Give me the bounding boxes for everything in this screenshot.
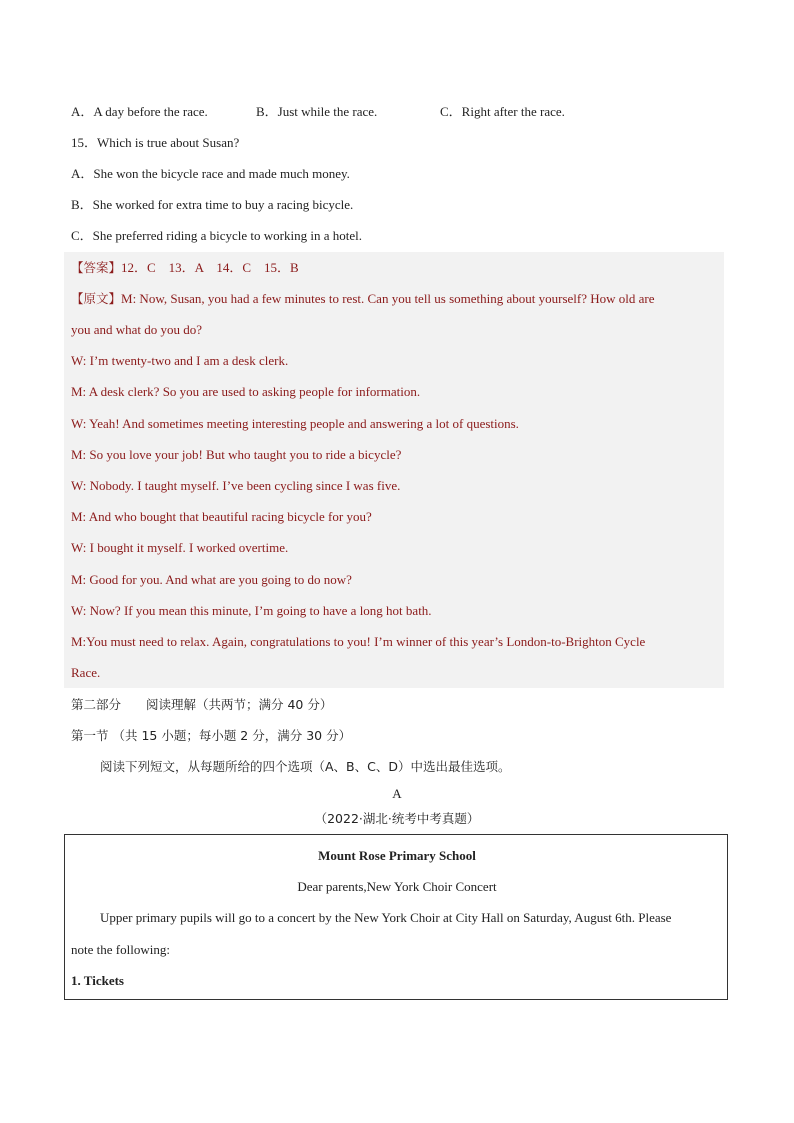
transcript-line-2: you and what do you do? — [71, 322, 203, 337]
q15-stem: 15．Which is true about Susan? — [71, 135, 240, 150]
notice-heading-tickets: 1. Tickets — [71, 973, 124, 988]
notice-title: Mount Rose Primary School — [318, 848, 476, 863]
transcript-label: 【原文】 — [71, 291, 122, 306]
transcript-line-1 — [71, 289, 655, 309]
transcript-line: M: And who bought that beautiful racing bicycle for you? — [71, 509, 372, 524]
notice-paragraph-line-2: note the following: — [71, 942, 170, 957]
answer-label: 【答案】 — [71, 260, 122, 275]
transcript-line: M: A desk clerk? So you are used to asking people for information. — [71, 384, 421, 399]
transcript-line: W: I’m twenty-two and I am a desk clerk. — [71, 353, 289, 368]
answer-line — [71, 258, 299, 278]
transcript-line: W: Now? If you mean this minute, I’m going to have a long hot bath. — [71, 603, 432, 618]
answer-text: 12．C 13．A 14．C 15．B — [121, 260, 299, 275]
transcript-line: W: Nobody. I taught myself. I’ve been cycling since I was five. — [71, 478, 401, 493]
passage-letter: A — [392, 786, 402, 801]
transcript-line: Race. — [71, 665, 101, 680]
q15-option-b: B．She worked for extra time to buy a racing bicycle. — [71, 197, 354, 212]
part2-title: 第二部分 阅读理解（共两节；满分 40 分） — [71, 697, 333, 712]
q14-option-b: B．Just while the race. — [256, 104, 378, 119]
transcript-text-1: M: Now, Susan, you had a few minutes to rest. Can you tell us something about yourself? How old are — [121, 291, 655, 306]
transcript-line: M: So you love your job! But who taught you to ride a bicycle? — [71, 447, 402, 462]
q15-option-a: A．She won the bicycle race and made much money. — [71, 166, 350, 181]
section1-title: 第一节 （共 15 小题；每小题 2 分，满分 30 分） — [71, 728, 352, 743]
passage-source: （2022·湖北·统考中考真题） — [314, 811, 480, 826]
transcript-line: M: Good for you. And what are you going to do now? — [71, 572, 352, 587]
transcript-line: W: Yeah! And sometimes meeting interesting people and answering a lot of questions. — [71, 416, 519, 431]
notice-subtitle: Dear parents,New York Choir Concert — [297, 879, 497, 894]
q14-option-c: C．Right after the race. — [440, 104, 565, 119]
transcript-line: M:You must need to relax. Again, congratulations to you! I’m winner of this year’s London-to-Brighton Cycle — [71, 634, 646, 649]
answer-block — [64, 252, 724, 688]
transcript-line: W: I bought it myself. I worked overtime. — [71, 540, 289, 555]
q14-option-a: A．A day before the race. — [71, 104, 208, 119]
instruction: 阅读下列短文，从每题所给的四个选项（A、B、C、D）中选出最佳选项。 — [100, 759, 511, 774]
q15-option-c: C．She preferred riding a bicycle to working in a hotel. — [71, 228, 362, 243]
notice-paragraph-line-1: Upper primary pupils will go to a concert by the New York Choir at City Hall on Saturday, August 6th. Please — [100, 910, 672, 925]
